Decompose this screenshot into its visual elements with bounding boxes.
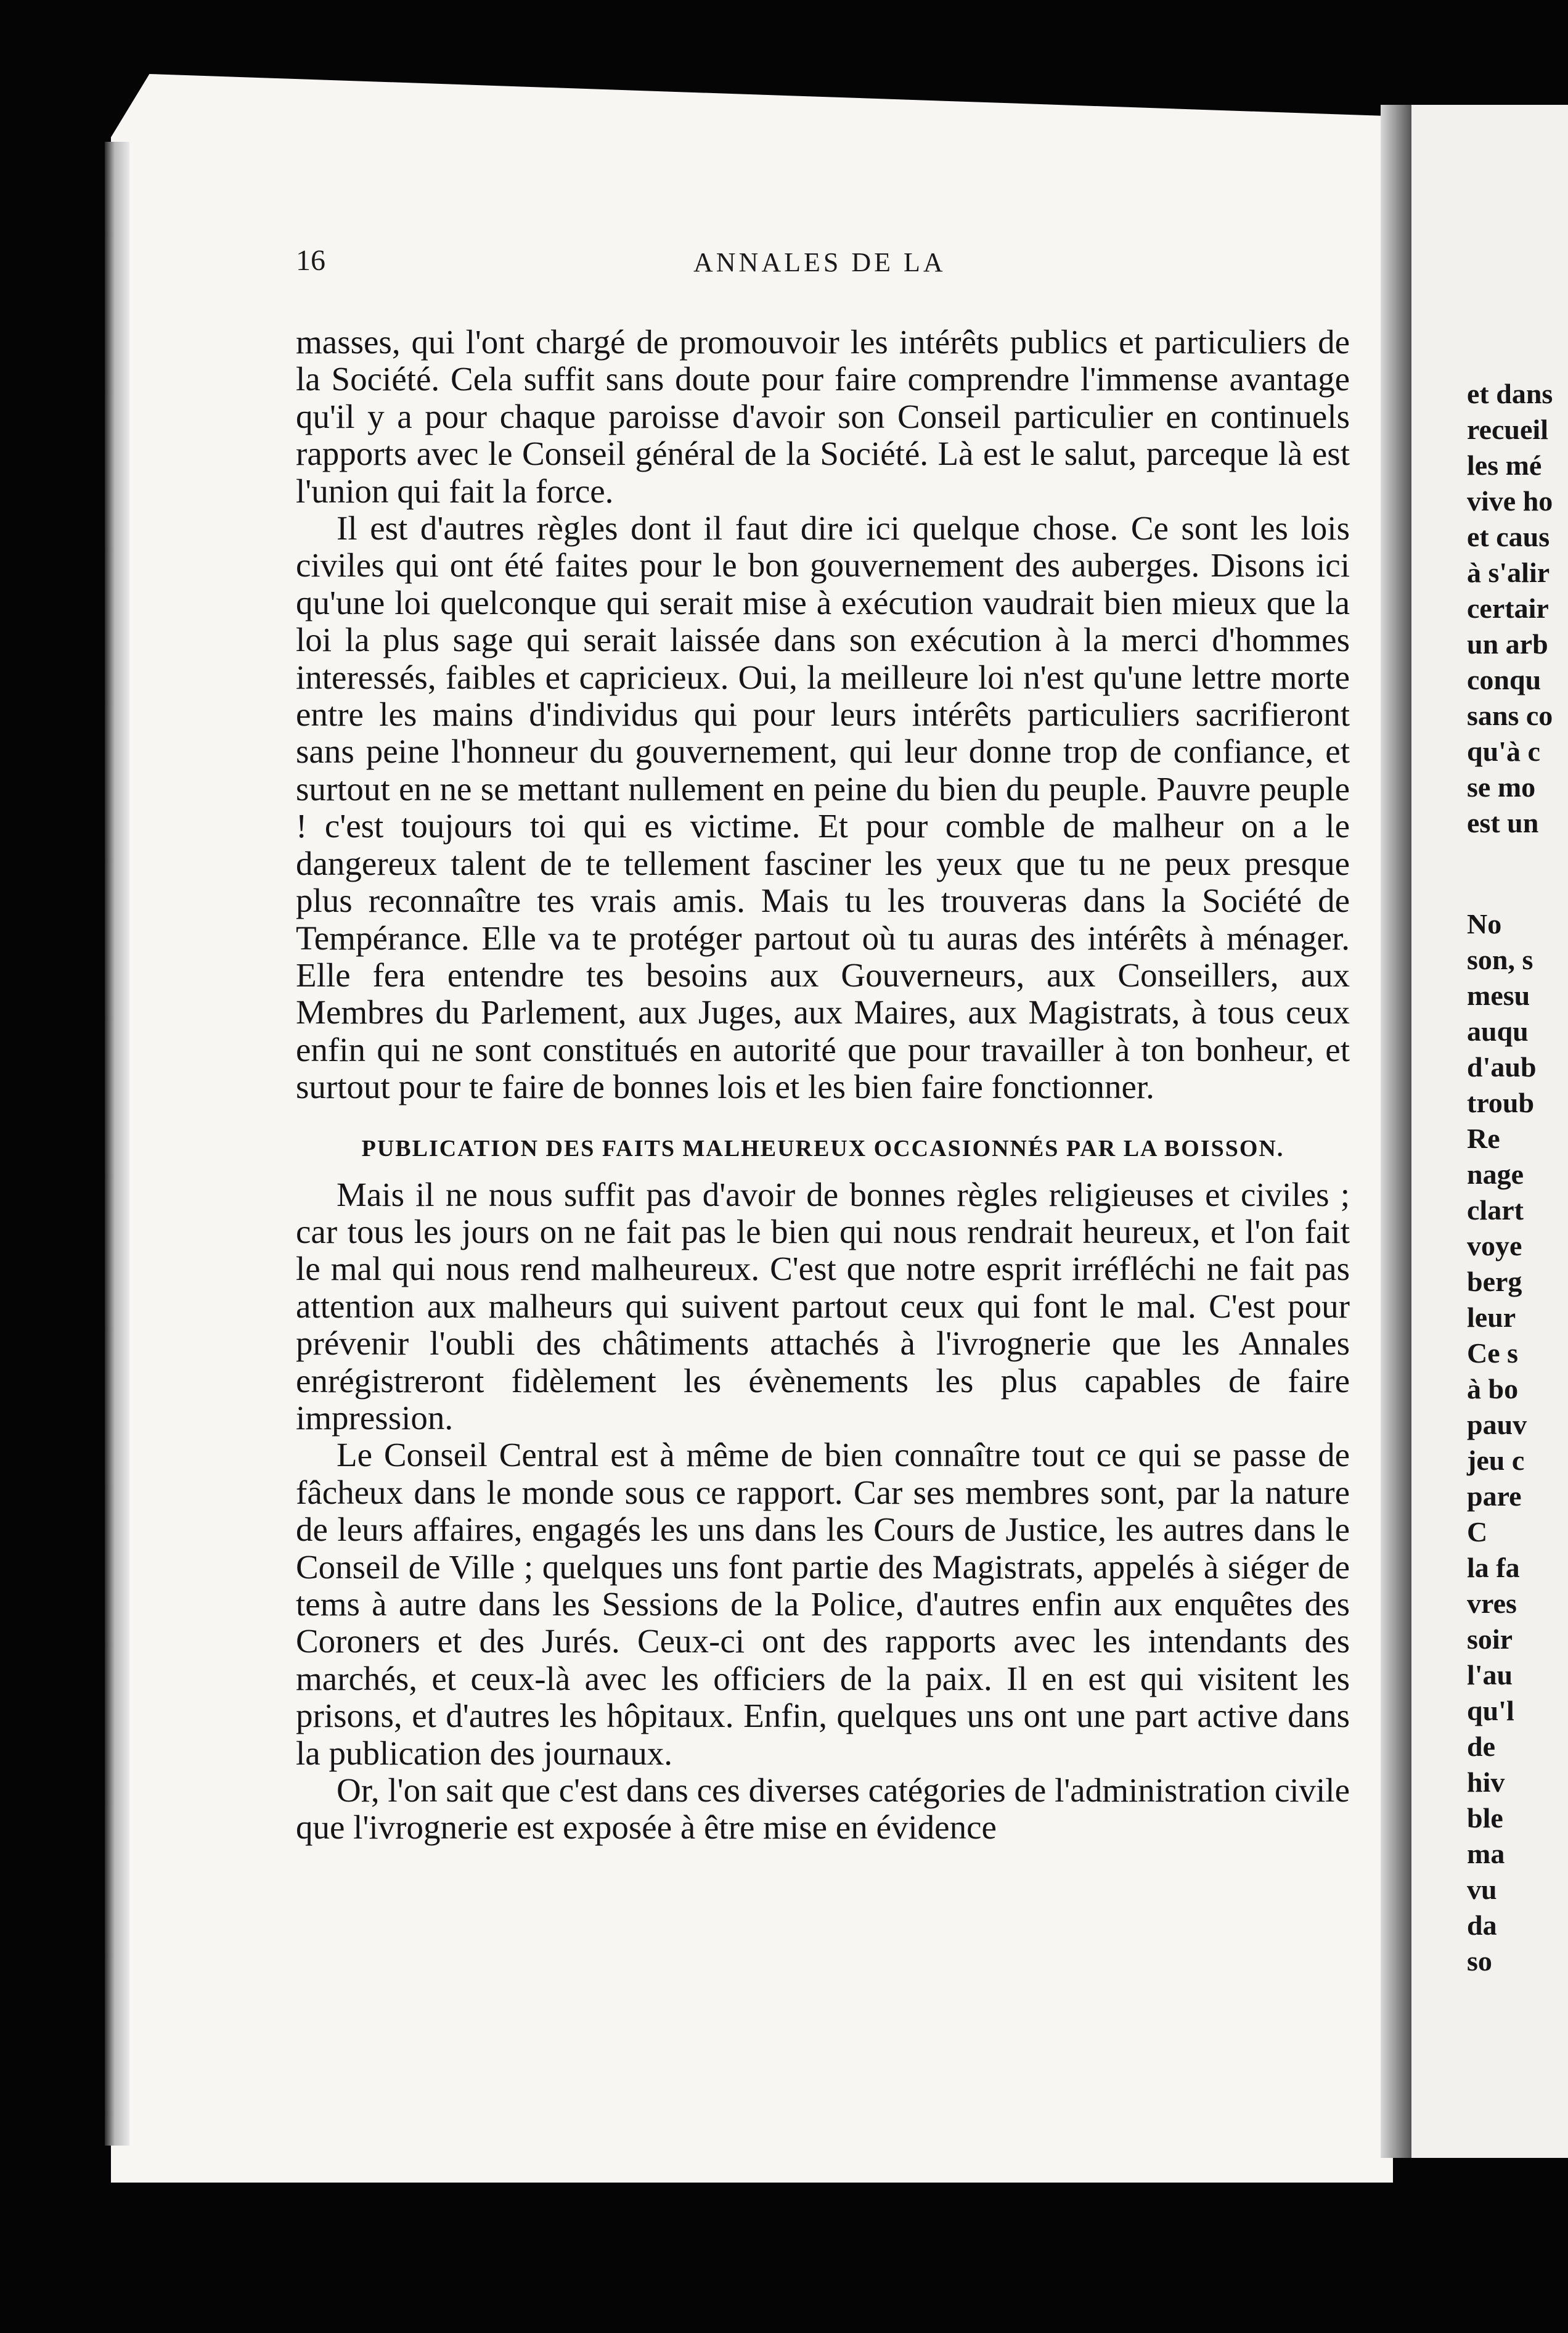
adjacent-page-line: conqu <box>1467 664 1541 695</box>
adjacent-page-line: nage <box>1467 1158 1524 1190</box>
adjacent-page-line: son, s <box>1467 944 1533 975</box>
adjacent-page-line: berg <box>1467 1266 1522 1297</box>
adjacent-page-line: les mé <box>1467 449 1542 481</box>
page-number: 16 <box>296 244 325 277</box>
adjacent-page-line: jeu c <box>1467 1445 1525 1476</box>
adjacent-page-line: à bo <box>1467 1373 1519 1404</box>
adjacent-page-line: Re <box>1467 1123 1500 1154</box>
paragraph: Le Conseil Central est à même de bien connaître tout ce qui se passe de fâcheux dans le monde sous ce rapport. Car ses membres sont, par la nature de leurs affaires, engagés les uns dans les Cours de Justice, les autres dans le Conseil de Ville ; quelques uns font partie des Magistrats, appelés à siéger de tems à autre dans les Sessions de la Police, d'autres enfin aux enquêtes des Coroners et des Jurés. Ceux-ci ont des rapports avec les intendants des marchés, et ceux-là avec les officiers de la paix. Il en est qui visitent les prisons, et d'autres les hôpitaux. Enfin, quelques uns ont une part active dans la publication des journaux. <box>296 1436 1350 1772</box>
adjacent-page-line: à s'alir <box>1467 557 1550 588</box>
adjacent-page-line: un arb <box>1467 628 1548 660</box>
adjacent-page-line: vres <box>1467 1588 1517 1619</box>
page-edge <box>105 142 129 2146</box>
adjacent-page-line: mesu <box>1467 980 1530 1011</box>
adjacent-page-line: vive ho <box>1467 485 1553 517</box>
adjacent-page-line: la fa <box>1467 1552 1520 1583</box>
adjacent-page-line: pauv <box>1467 1409 1527 1440</box>
adjacent-page-line: ma <box>1467 1838 1505 1869</box>
adjacent-page-line: troub <box>1467 1087 1535 1118</box>
adjacent-page-line: certair <box>1467 592 1549 624</box>
adjacent-page-line: soir <box>1467 1623 1513 1655</box>
adjacent-page-line: vu <box>1467 1874 1497 1905</box>
adjacent-page-line: Ce s <box>1467 1337 1519 1369</box>
adjacent-page-line: qu'l <box>1467 1695 1514 1726</box>
paragraph: Il est d'autres règles dont il faut dire ici quelque chose. Ce sont les lois civiles qui ont été faites pour le bon gouvernement des auberges. Disons ici qu'une loi quelconque qui serait mise à exécution vaudrait bien mieux que la loi la plus sage qui serait laissée dans son exécution à la merci d'hommes interessés, faibles et capricieux. Oui, la meilleure loi n'est qu'une lettre morte entre les mains d'individus qui pour leurs intérêts particuliers sacrifieront sans peine l'honneur du gouvernement, qui leur donne trop de confiance, et surtout en ne se mettant nullement en peine du bien du peuple. Pauvre peuple ! c'est toujours toi qui es victime. Et pour comble de malheur on a le dangereux talent de te tellement fasciner les yeux que tu ne peux presque plus reconnaître tes vrais amis. Mais tu les trouveras dans la Société de Tempérance. Elle va te protéger partout où tu auras des intérêts à ménager. Elle fera entendre tes besoins aux Gouverneurs, aux Conseillers, aux Membres du Parlement, aux Juges, aux Maires, aux Magistrats, à tous ceux enfin qui ne sont constitués en autorité que pour travailler à ton bonheur, et surtout pour te faire de bonnes lois et les bien faire fonctionner. <box>296 509 1350 1106</box>
paragraph: masses, qui l'ont chargé de promouvoir les intérêts publics et particuliers de la Société. Cela suffit sans doute pour faire comprendre l'immense avantage qu'il y a pour chaque paroisse d'avoir son Conseil particulier en continuels rapports avec le Conseil général de la Société. Là est le salut, parceque là est l'union qui fait la force. <box>296 323 1350 510</box>
section-heading: PUBLICATION DES FAITS MALHEUREUX OCCASIONNÉS PAR LA BOISSON. <box>361 1135 1284 1162</box>
adjacent-page-line: et caus <box>1467 521 1550 552</box>
paragraph: Mais il ne nous suffit pas d'avoir de bonnes règles religieuses et civiles ; car tous les jours on ne fait pas le bien qui nous rendrait heureux, et l'on fait le mal qui nous rend malheureux. C'est que notre esprit irréfléchi ne fait pas attention aux malheurs qui suivent partout ceux qui font le mal. C'est pour prévenir l'oubli des châtiments attachés à l'ivrognerie que les Annales enrégistreront fidèlement les évènements les plus capables de faire impression. <box>296 1175 1350 1437</box>
adjacent-page-line: d'aub <box>1467 1051 1537 1083</box>
adjacent-page-line: leur <box>1467 1302 1516 1333</box>
adjacent-page-line: sans co <box>1467 700 1553 731</box>
adjacent-page-line: est un <box>1467 807 1539 838</box>
adjacent-page-line: pare <box>1467 1480 1522 1512</box>
adjacent-page-line: C <box>1467 1516 1488 1548</box>
adjacent-page-line: ble <box>1467 1802 1503 1834</box>
adjacent-page-line: et dans <box>1467 378 1553 409</box>
adjacent-page-line: se mo <box>1467 771 1536 803</box>
adjacent-page-line: hiv <box>1467 1766 1505 1798</box>
adjacent-page-line: qu'à c <box>1467 736 1540 767</box>
adjacent-page-line: de <box>1467 1731 1495 1762</box>
body-text <box>296 324 1350 1847</box>
adjacent-page-line: so <box>1467 1945 1492 1977</box>
adjacent-page-line: clart <box>1467 1194 1524 1226</box>
adjacent-page-line: recueil <box>1467 414 1548 445</box>
adjacent-page-line: auqu <box>1467 1015 1529 1047</box>
adjacent-page-line: No <box>1467 908 1502 940</box>
adjacent-page-line: l'au <box>1467 1659 1513 1691</box>
adjacent-page <box>1411 105 1568 2158</box>
paragraph: Or, l'on sait que c'est dans ces diverses catégories de l'administration civile que l'ivrognerie est exposée à être mise en évidence <box>296 1771 1350 1847</box>
adjacent-page-line: voye <box>1467 1230 1522 1261</box>
running-title: ANNALES DE LA <box>693 247 946 277</box>
adjacent-page-line: da <box>1467 1909 1497 1941</box>
